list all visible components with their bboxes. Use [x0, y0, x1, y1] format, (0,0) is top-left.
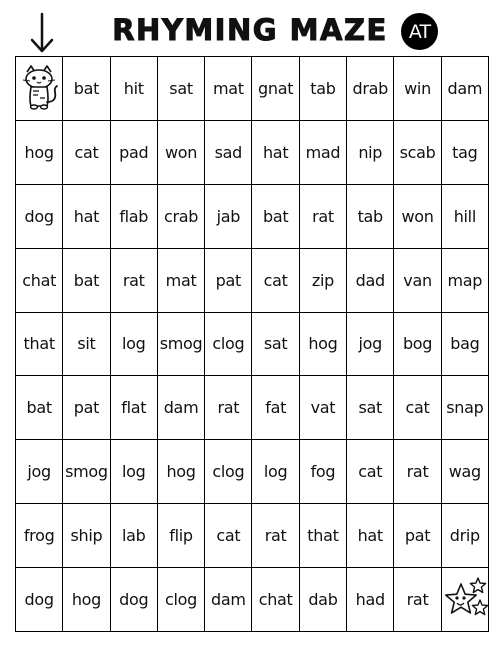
- maze-cell[interactable]: [16, 376, 63, 440]
- maze-start-cell[interactable]: [16, 57, 63, 121]
- maze-word: cat: [74, 142, 99, 162]
- maze-cell[interactable]: [347, 249, 394, 313]
- maze-word: cat: [358, 462, 383, 482]
- maze-word: hog: [166, 462, 196, 482]
- maze-cell[interactable]: [205, 376, 252, 440]
- word-family-badge: AT: [401, 13, 438, 50]
- maze-word: fat: [265, 398, 287, 418]
- maze-word: rat: [312, 206, 334, 226]
- maze-word: cat: [216, 526, 241, 546]
- maze-word: crab: [163, 206, 199, 226]
- maze-cell[interactable]: [300, 313, 347, 377]
- maze-cell[interactable]: [158, 504, 205, 568]
- maze-cell[interactable]: [394, 568, 441, 632]
- maze-cell[interactable]: [16, 504, 63, 568]
- maze-word: that: [23, 334, 55, 354]
- maze-word: van: [403, 270, 432, 290]
- maze-cell[interactable]: [252, 376, 299, 440]
- maze-cell[interactable]: [347, 57, 394, 121]
- maze-cell[interactable]: [158, 121, 205, 185]
- maze-cell[interactable]: [442, 440, 489, 504]
- maze-word: jab: [216, 206, 241, 226]
- maze-word: pat: [404, 526, 431, 546]
- maze-word: fog: [310, 462, 336, 482]
- maze-word: dab: [308, 590, 338, 610]
- maze-word: flab: [119, 206, 149, 226]
- maze-word: mad: [305, 142, 341, 162]
- maze-cell[interactable]: [16, 440, 63, 504]
- maze-word: clog: [212, 334, 245, 354]
- maze-cell[interactable]: [63, 121, 110, 185]
- maze-word: sat: [169, 78, 193, 98]
- maze-word: hog: [71, 590, 102, 610]
- maze-cell[interactable]: [111, 121, 158, 185]
- maze-word: bat: [73, 270, 100, 290]
- maze-word: gnat: [258, 78, 294, 98]
- maze-cell[interactable]: [442, 185, 489, 249]
- maze-cell[interactable]: [394, 504, 441, 568]
- maze-cell[interactable]: [347, 185, 394, 249]
- maze-word: zip: [311, 270, 334, 290]
- maze-cell[interactable]: [158, 313, 205, 377]
- maze-cell[interactable]: [205, 440, 252, 504]
- maze-word: rat: [406, 590, 429, 610]
- maze-word: dog: [24, 590, 54, 610]
- maze-cell[interactable]: [205, 249, 252, 313]
- maze-cell[interactable]: [394, 185, 441, 249]
- maze-cell[interactable]: [442, 313, 489, 377]
- maze-cell[interactable]: [111, 57, 158, 121]
- maze-cell[interactable]: [300, 504, 347, 568]
- maze-grid: [15, 56, 489, 632]
- maze-word: ship: [70, 526, 103, 546]
- maze-word: dam: [447, 78, 483, 98]
- maze-word: chat: [258, 590, 293, 610]
- maze-word: hat: [357, 526, 383, 546]
- maze-word: won: [164, 142, 198, 162]
- maze-cell[interactable]: [63, 376, 110, 440]
- maze-word: rat: [122, 270, 145, 290]
- maze-end-cell[interactable]: [442, 568, 489, 632]
- maze-cell[interactable]: [300, 568, 347, 632]
- maze-cell[interactable]: [16, 313, 63, 377]
- maze-cell[interactable]: [111, 504, 158, 568]
- maze-cell[interactable]: [300, 249, 347, 313]
- maze-cell[interactable]: [347, 313, 394, 377]
- maze-word: wag: [448, 462, 481, 482]
- maze-word: hat: [262, 142, 289, 162]
- maze-word: sad: [214, 142, 243, 162]
- maze-cell[interactable]: [394, 249, 441, 313]
- maze-word: dog: [24, 206, 54, 226]
- maze-cell[interactable]: [252, 57, 299, 121]
- maze-word: snap: [446, 398, 484, 418]
- maze-word: log: [263, 462, 288, 482]
- cat-icon: [17, 64, 61, 112]
- maze-cell[interactable]: [16, 185, 63, 249]
- maze-word: smog: [65, 462, 108, 482]
- maze-cell[interactable]: [63, 440, 110, 504]
- maze-cell[interactable]: [252, 440, 299, 504]
- maze-cell[interactable]: [158, 376, 205, 440]
- maze-word: hog: [24, 142, 54, 162]
- maze-cell[interactable]: [442, 504, 489, 568]
- maze-cell[interactable]: [442, 57, 489, 121]
- maze-cell[interactable]: [63, 504, 110, 568]
- page-title: RHYMING MAZE: [112, 13, 388, 47]
- maze-cell[interactable]: [347, 504, 394, 568]
- maze-word: nip: [358, 142, 383, 162]
- maze-word: pad: [119, 142, 149, 162]
- maze-cell[interactable]: [63, 57, 110, 121]
- maze-word: vat: [310, 398, 336, 418]
- maze-word: win: [404, 78, 431, 98]
- maze-word: hill: [453, 206, 476, 226]
- maze-cell[interactable]: [63, 313, 110, 377]
- maze-cell[interactable]: [205, 121, 252, 185]
- maze-word: flip: [169, 526, 193, 546]
- maze-cell[interactable]: [300, 440, 347, 504]
- maze-cell[interactable]: [111, 440, 158, 504]
- maze-word: hog: [308, 334, 338, 354]
- maze-cell[interactable]: [394, 57, 441, 121]
- maze-cell[interactable]: [252, 185, 299, 249]
- maze-word: smog: [159, 334, 203, 354]
- maze-word: lab: [121, 526, 146, 546]
- maze-cell[interactable]: [300, 121, 347, 185]
- maze-word: bog: [402, 334, 433, 354]
- maze-word: bag: [450, 334, 480, 354]
- maze-cell[interactable]: [111, 568, 158, 632]
- maze-word: log: [121, 462, 146, 482]
- maze-cell[interactable]: [347, 568, 394, 632]
- maze-word: drab: [352, 78, 388, 98]
- maze-cell[interactable]: [252, 249, 299, 313]
- maze-word: rat: [217, 398, 240, 418]
- maze-word: won: [401, 206, 434, 226]
- maze-cell[interactable]: [300, 376, 347, 440]
- maze-cell[interactable]: [16, 121, 63, 185]
- maze-cell[interactable]: [442, 121, 489, 185]
- maze-word: rat: [406, 462, 429, 482]
- maze-word: had: [355, 590, 385, 610]
- maze-cell[interactable]: [394, 376, 441, 440]
- maze-word: flat: [121, 398, 147, 418]
- maze-cell[interactable]: [205, 185, 252, 249]
- header: [0, 0, 500, 56]
- maze-word: tag: [452, 142, 478, 162]
- maze-word: bat: [262, 206, 289, 226]
- maze-cell[interactable]: [16, 249, 63, 313]
- maze-cell[interactable]: [111, 185, 158, 249]
- maze-word: sit: [77, 334, 96, 354]
- maze-word: dam: [211, 590, 246, 610]
- maze-word: cat: [263, 270, 288, 290]
- maze-cell[interactable]: [111, 249, 158, 313]
- maze-cell[interactable]: [300, 185, 347, 249]
- maze-word: rat: [264, 526, 287, 546]
- maze-cell[interactable]: [158, 568, 205, 632]
- maze-cell[interactable]: [63, 568, 110, 632]
- maze-cell[interactable]: [252, 568, 299, 632]
- maze-cell[interactable]: [205, 568, 252, 632]
- maze-word: tab: [310, 78, 336, 98]
- maze-word: pat: [215, 270, 241, 290]
- maze-cell[interactable]: [205, 57, 252, 121]
- maze-cell[interactable]: [111, 376, 158, 440]
- maze-cell[interactable]: [158, 57, 205, 121]
- maze-word: clog: [212, 462, 245, 482]
- maze-word: hit: [123, 78, 144, 98]
- stars-icon: [442, 576, 488, 624]
- maze-cell[interactable]: [16, 568, 63, 632]
- maze-word: bat: [26, 398, 52, 418]
- maze-word: clog: [165, 590, 198, 610]
- maze-cell[interactable]: [252, 121, 299, 185]
- maze-word: bat: [73, 78, 100, 98]
- maze-cell[interactable]: [394, 440, 441, 504]
- maze-cell[interactable]: [63, 185, 110, 249]
- maze-word: frog: [23, 526, 55, 546]
- maze-cell[interactable]: [347, 440, 394, 504]
- maze-cell[interactable]: [111, 313, 158, 377]
- maze-word: pat: [73, 398, 100, 418]
- maze-word: sat: [263, 334, 288, 354]
- maze-word: mat: [212, 78, 244, 98]
- maze-cell[interactable]: [394, 313, 441, 377]
- maze-word: that: [307, 526, 339, 546]
- maze-cell[interactable]: [158, 440, 205, 504]
- maze-word: tab: [357, 206, 383, 226]
- maze-cell[interactable]: [347, 376, 394, 440]
- maze-cell[interactable]: [205, 504, 252, 568]
- maze-cell[interactable]: [205, 313, 252, 377]
- maze-word: hat: [73, 206, 100, 226]
- maze-word: dad: [355, 270, 385, 290]
- maze-word: jog: [27, 462, 51, 482]
- maze-cell[interactable]: [347, 121, 394, 185]
- maze-cell[interactable]: [442, 376, 489, 440]
- maze-word: map: [447, 270, 483, 290]
- maze-word: scab: [399, 142, 436, 162]
- maze-cell[interactable]: [63, 249, 110, 313]
- maze-cell[interactable]: [442, 249, 489, 313]
- maze-word: dam: [163, 398, 199, 418]
- maze-cell[interactable]: [300, 57, 347, 121]
- maze-cell[interactable]: [252, 504, 299, 568]
- maze-word: jog: [358, 334, 382, 354]
- maze-word: dog: [119, 590, 149, 610]
- maze-word: mat: [165, 270, 197, 290]
- maze-word: drip: [449, 526, 480, 546]
- maze-word: log: [121, 334, 146, 354]
- maze-word: chat: [22, 270, 57, 290]
- maze-cell[interactable]: [158, 185, 205, 249]
- maze-word: sat: [358, 398, 382, 418]
- maze-word: cat: [405, 398, 430, 418]
- maze-cell[interactable]: [252, 313, 299, 377]
- maze-cell[interactable]: [394, 121, 441, 185]
- maze-cell[interactable]: [158, 249, 205, 313]
